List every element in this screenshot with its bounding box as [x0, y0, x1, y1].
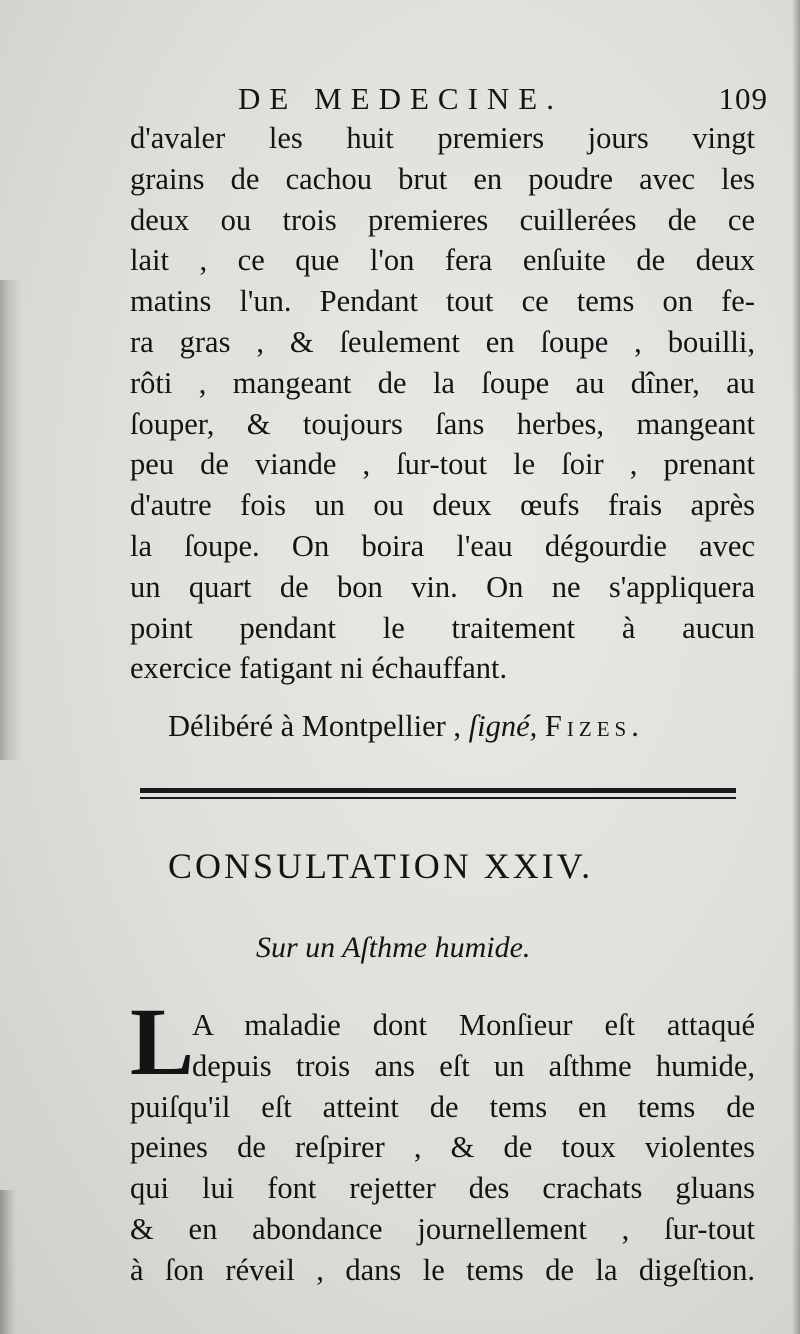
drop-cap: L [130, 988, 195, 1095]
signature-prefix: Délibéré à Montpellier , [168, 709, 462, 743]
text-line: rôti , mangeant de la ſoupe au dîner, au [130, 365, 755, 400]
page-edge-shadow [792, 0, 800, 1334]
consultation-subtitle: Sur un Aſthme humide. [256, 931, 531, 964]
text-line: la ſoupe. On boira l'eau dégourdie avec [130, 528, 755, 563]
page-header [238, 80, 768, 120]
text-line: peu de viande , ſur-tout le ſoir , prenant [130, 447, 755, 482]
section-rule-thick [140, 788, 736, 793]
text-line: d'avaler les huit premiers jours vingt [130, 121, 755, 155]
signature-signed: ſigné, [468, 709, 538, 743]
text-line: à ſon réveil , dans le tems de la digeſtion. [130, 1252, 755, 1287]
text-line: deux ou trois premieres cuillerées de ce [130, 202, 755, 237]
text-line: & en abondance journellement , ſur-tout [130, 1211, 755, 1246]
text-line: lait , ce que l'on fera enſuite de deux [130, 243, 755, 278]
consultation-title: CONSULTATION XXIV. [168, 846, 594, 886]
paragraph-treatment [130, 118, 755, 689]
text-line: puiſqu'il eſt atteint de tems en tems de [130, 1089, 755, 1124]
text-line: point pendant le traitement à aucun [130, 610, 755, 645]
text-line: grains de cachou brut en poudre avec les [130, 161, 755, 196]
running-title: DE MEDECINE. [238, 81, 563, 116]
text-line: ſouper, & toujours ſans herbes, mangeant [130, 406, 755, 441]
signature-name: Fizes. [544, 709, 644, 743]
text-line: exercice fatigant ni échauffant. [130, 651, 508, 686]
page-binding-shadow-lower [0, 1190, 16, 1334]
text-line: matins l'un. Pendant tout ce tems on fe- [130, 284, 755, 319]
page-number: 109 [718, 81, 768, 116]
text-line: depuis trois ans eſt un aſthme humide, [192, 1048, 755, 1083]
signature-line [168, 706, 758, 746]
text-line: d'autre fois un ou deux œufs frais après [130, 488, 755, 523]
paragraph-diagnosis [130, 1005, 755, 1291]
text-line: A maladie dont Monſieur eſt attaqué [192, 1008, 755, 1042]
text-line: ra gras , & ſeulement en ſoupe , bouilli, [130, 324, 755, 359]
section-rule-thin [140, 797, 736, 799]
text-line: un quart de bon vin. On ne s'appliquera [130, 569, 755, 604]
text-line: qui lui font rejetter des crachats gluans [130, 1171, 755, 1206]
text-line: peines de reſpirer , & de toux violentes [130, 1130, 755, 1165]
page-binding-shadow [0, 280, 22, 760]
